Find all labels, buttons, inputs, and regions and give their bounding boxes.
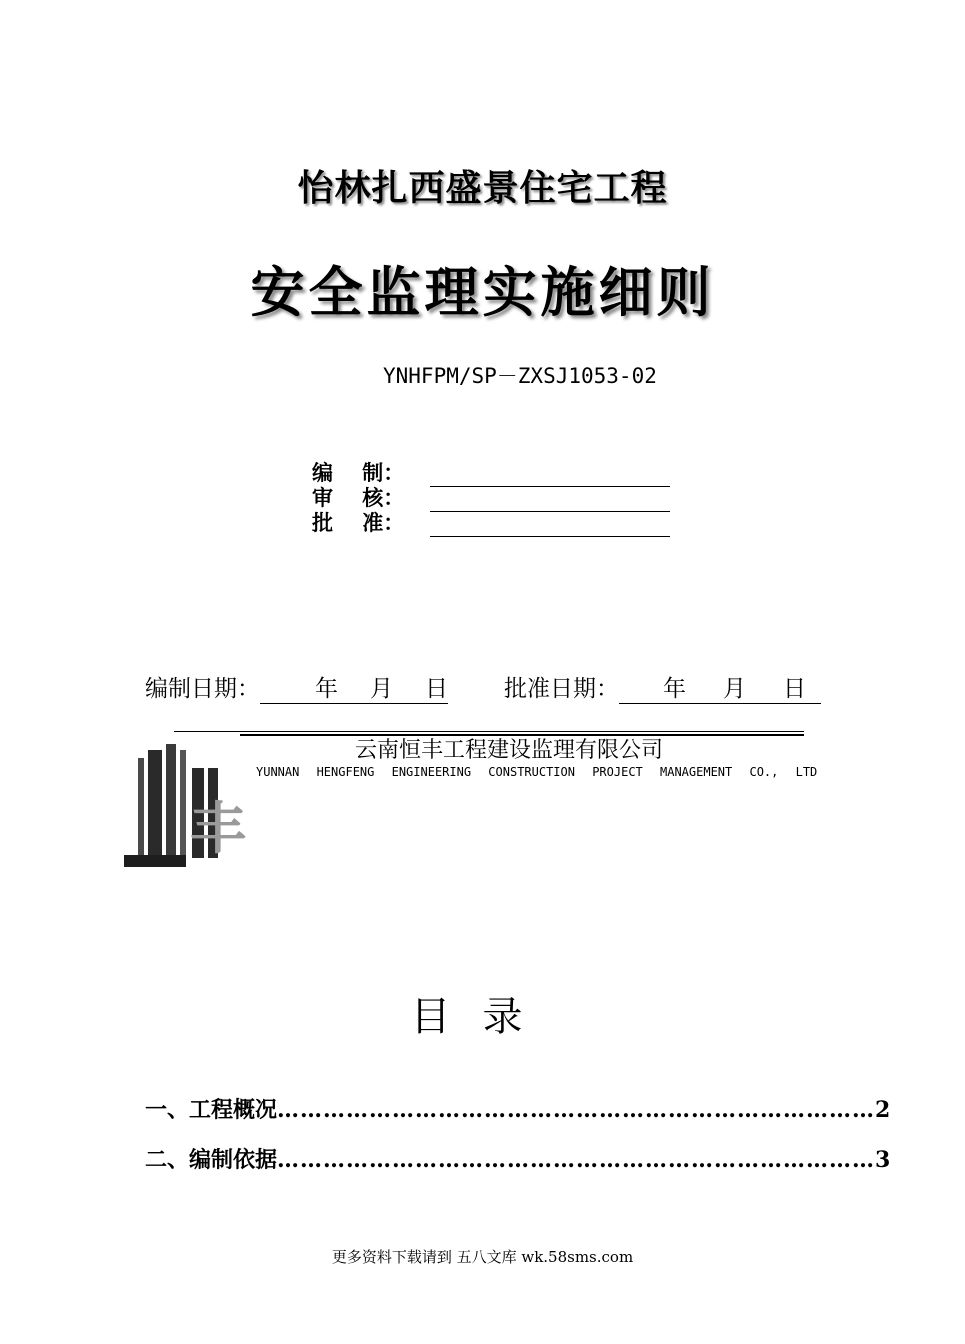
toc-item-page: 3 — [875, 1147, 891, 1173]
company-logo — [120, 740, 245, 875]
month-label: 月 — [370, 676, 393, 702]
date-row — [145, 670, 821, 704]
toc-item-number: 二、 — [145, 1147, 190, 1173]
signature-line — [430, 516, 670, 537]
compile-date-field — [260, 670, 448, 704]
compile-date-label: 编制日期： — [145, 676, 260, 702]
footer-text: 更多资料下载请到 五八文库 wk.58sms.com — [331, 1248, 634, 1266]
day-label: 日 — [783, 676, 806, 702]
toc-item[interactable] — [145, 1093, 891, 1124]
toc-item-title: 编制依据 — [189, 1147, 278, 1173]
project-title: 怡林扎西盛景住宅工程 — [297, 167, 668, 209]
year-label: 年 — [315, 676, 338, 702]
signature-row-approve — [312, 511, 670, 537]
company-name-cn: 云南恒丰工程建设监理有限公司 — [355, 738, 664, 763]
approve-date-field — [619, 670, 821, 704]
logo-character: 丰 — [190, 796, 246, 862]
signature-label: 编 制： — [312, 460, 405, 485]
approve-date-label: 批准日期： — [504, 676, 619, 702]
signature-label: 审 核： — [312, 485, 405, 510]
signature-line — [430, 491, 670, 512]
toc-title: 目录 — [410, 994, 555, 1040]
company-name-en: YUNNAN HENGFENG ENGINEERING CONSTRUCTION PROJECT MANAGEMENT CO., LTD — [256, 765, 818, 779]
signature-label: 批 准： — [312, 510, 405, 535]
company-divider-thin — [174, 731, 804, 732]
toc-leader-dots: …………………………………………………………………… — [277, 1097, 876, 1123]
document-title: 安全监理实施细则 — [250, 260, 715, 324]
toc-leader-dots: …………………………………………………………………… — [277, 1147, 876, 1173]
day-label: 日 — [425, 676, 448, 702]
month-label: 月 — [723, 676, 746, 702]
toc-item-page: 2 — [875, 1097, 891, 1123]
document-code: YNHFPM/SP－ZXSJ1053-02 — [383, 364, 657, 388]
toc-item-number: 一、 — [145, 1097, 190, 1123]
toc-item[interactable] — [145, 1143, 891, 1174]
year-label: 年 — [663, 676, 686, 702]
toc-item-title: 工程概况 — [189, 1097, 278, 1123]
signature-line — [430, 466, 670, 487]
